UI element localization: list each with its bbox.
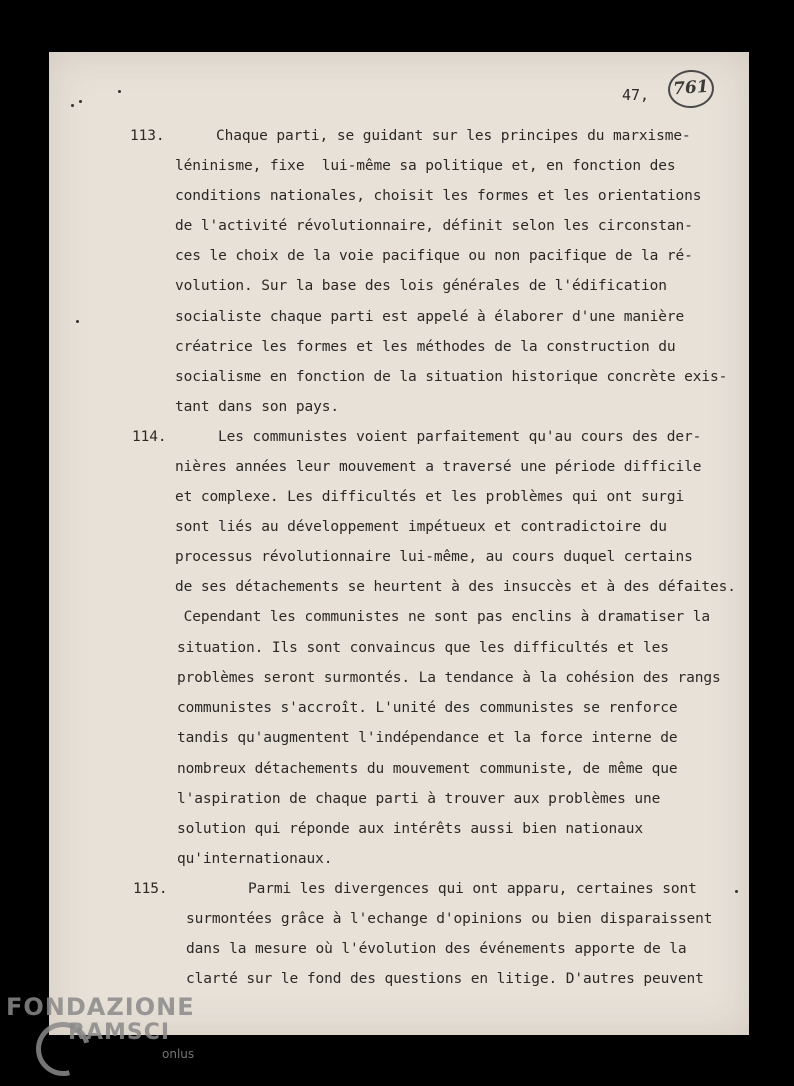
watermark-line1: FONDAZIONE [6, 993, 195, 1021]
text-line: processus révolutionnaire lui-même, au cours duquel certains [175, 549, 693, 565]
text-line: nières années leur mouvement a traversé une période difficile [175, 459, 702, 475]
text-line: sont liés au développement impétueux et contradictoire du [175, 519, 667, 535]
watermark-line3: onlus [162, 1047, 195, 1061]
archive-stamp: 761 [667, 68, 716, 109]
text-line: nombreux détachements du mouvement communiste, de même que [177, 761, 678, 777]
text-line: et complexe. Les difficultés et les problèmes qui ont surgi [175, 489, 685, 505]
text-line: volution. Sur la base des lois générales de l'édification [175, 278, 667, 294]
text-line: dans la mesure où l'évolution des événements apporte de la [186, 941, 687, 957]
text-line: léninisme, fixe lui-même sa politique et, en fonction des [175, 158, 676, 174]
text-line: créatrice les formes et les méthodes de la construction du [175, 339, 676, 355]
text-line: de l'activité révolutionnaire, définit selon les circonstan- [175, 218, 693, 234]
text-line: socialisme en fonction de la situation historique concrète exis- [175, 369, 728, 385]
paragraph-number: 114. [132, 429, 167, 445]
text-line: Les communistes voient parfaitement qu'au cours des der- [218, 429, 702, 445]
text-line: problèmes seront surmontés. La tendance à la cohésion des rangs [177, 670, 721, 686]
paper-speck [735, 890, 738, 893]
text-line: de ses détachements se heurtent à des insuccès et à des défaites. [175, 579, 736, 595]
watermark-line2: RAMSCI [68, 1020, 171, 1045]
text-line: situation. Ils sont convaincus que les difficultés et les [177, 640, 669, 656]
text-line: tandis qu'augmentent l'indépendance et la force interne de [177, 730, 678, 746]
text-line: communistes s'accroît. L'unité des communistes se renforce [177, 700, 678, 716]
page-number: 47, [622, 86, 650, 104]
text-line: ces le choix de la voie pacifique ou non pacifique de la ré- [175, 248, 693, 264]
text-line: tant dans son pays. [175, 399, 339, 415]
paper-speck [76, 320, 79, 323]
paragraph-number: 115. [133, 881, 168, 897]
text-line: surmontées grâce à l'echange d'opinions ou bien disparaissent [186, 911, 713, 927]
text-line: l'aspiration de chaque parti à trouver aux problèmes une [177, 791, 661, 807]
text-line: clarté sur le fond des questions en litige. D'autres peuvent [186, 971, 704, 987]
text-line: conditions nationales, choisit les formes et les orientations [175, 188, 702, 204]
text-line: Cependant les communistes ne sont pas enclins à dramatiser la [175, 609, 711, 625]
paragraph-number: 113. [130, 128, 165, 144]
paper-speck [79, 100, 82, 103]
text-line: qu'internationaux. [177, 851, 333, 867]
text-line: Parmi les divergences qui ont apparu, certaines sont [248, 881, 697, 897]
text-line: solution qui réponde aux intérêts aussi bien nationaux [177, 821, 644, 837]
text-line: Chaque parti, se guidant sur les principes du marxisme- [216, 128, 691, 144]
paper-speck [118, 90, 121, 93]
text-line: socialiste chaque parti est appelé à élaborer d'une manière [175, 309, 685, 325]
paper-speck [71, 104, 74, 107]
